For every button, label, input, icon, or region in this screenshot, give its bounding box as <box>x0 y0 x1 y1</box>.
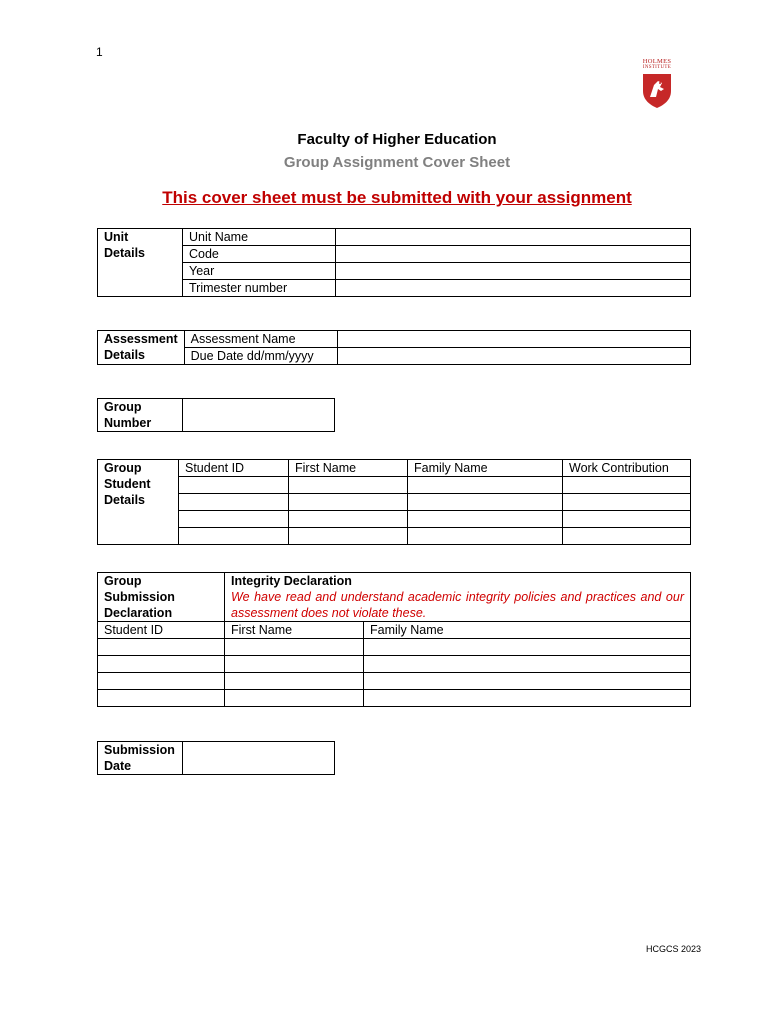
group-number-table <box>97 398 335 432</box>
declaration-row <box>98 656 691 673</box>
student-id-column-header: Student ID <box>179 460 289 477</box>
declaration-label: Group Submission Declaration <box>98 573 225 622</box>
family-name-column-header: Family Name <box>408 460 563 477</box>
decl-student-id-cell[interactable] <box>98 690 225 707</box>
work-contribution-cell[interactable] <box>563 477 691 494</box>
family-name-cell[interactable] <box>408 511 563 528</box>
cover-sheet-subtitle: Group Assignment Cover Sheet <box>283 154 511 171</box>
student-id-cell[interactable] <box>179 477 289 494</box>
logo-text-holmes: HOLMES <box>642 58 672 65</box>
declaration-row <box>98 690 691 707</box>
decl-first-name-header: First Name <box>225 622 364 639</box>
logo-text-institute: INSTITUTE <box>642 65 672 70</box>
decl-first-name-cell[interactable] <box>225 639 364 656</box>
decl-student-id-cell[interactable] <box>98 656 225 673</box>
first-name-column-header: First Name <box>289 460 408 477</box>
decl-family-name-cell[interactable] <box>364 656 691 673</box>
declaration-table <box>97 572 691 707</box>
first-name-cell[interactable] <box>289 511 408 528</box>
assessment-name-label: Assessment Name <box>184 331 337 348</box>
faculty-title: Faculty of Higher Education <box>297 131 497 148</box>
family-name-cell[interactable] <box>408 477 563 494</box>
submission-notice: This cover sheet must be submitted with your assignment <box>162 188 632 207</box>
student-id-cell[interactable] <box>179 511 289 528</box>
year-label: Year <box>183 263 336 280</box>
work-contribution-cell[interactable] <box>563 528 691 545</box>
group-number-label: Group Number <box>98 399 183 432</box>
student-id-cell[interactable] <box>179 528 289 545</box>
decl-family-name-cell[interactable] <box>364 639 691 656</box>
group-student-details-table <box>97 459 691 545</box>
decl-first-name-cell[interactable] <box>225 656 364 673</box>
work-contribution-cell[interactable] <box>563 511 691 528</box>
due-date-field[interactable] <box>337 348 690 365</box>
assessment-details-table <box>97 330 691 365</box>
decl-family-name-header: Family Name <box>364 622 691 639</box>
integrity-declaration-text: We have read and understand academic integrity policies and practices and our assessment does not violate these. <box>231 590 684 620</box>
first-name-cell[interactable] <box>289 528 408 545</box>
declaration-row <box>98 639 691 656</box>
submission-date-field[interactable] <box>183 742 335 775</box>
unit-name-field[interactable] <box>336 229 691 246</box>
student-row <box>98 477 691 494</box>
family-name-cell[interactable] <box>408 528 563 545</box>
trimester-field[interactable] <box>336 280 691 297</box>
work-contribution-column-header: Work Contribution <box>563 460 691 477</box>
decl-student-id-cell[interactable] <box>98 639 225 656</box>
declaration-row <box>98 673 691 690</box>
code-field[interactable] <box>336 246 691 263</box>
page-number: 1 <box>96 45 103 59</box>
decl-family-name-cell[interactable] <box>364 690 691 707</box>
family-name-cell[interactable] <box>408 494 563 511</box>
decl-student-id-cell[interactable] <box>98 673 225 690</box>
crest-icon <box>638 71 676 109</box>
submission-date-label: Submission Date <box>98 742 183 775</box>
due-date-label: Due Date dd/mm/yyyy <box>184 348 337 365</box>
first-name-cell[interactable] <box>289 494 408 511</box>
submission-date-table <box>97 741 335 775</box>
group-student-details-label: Group Student Details <box>98 460 179 545</box>
unit-details-label: Unit Details <box>98 229 183 297</box>
integrity-declaration-title: Integrity Declaration <box>231 574 352 588</box>
year-field[interactable] <box>336 263 691 280</box>
unit-name-label: Unit Name <box>183 229 336 246</box>
first-name-cell[interactable] <box>289 477 408 494</box>
work-contribution-cell[interactable] <box>563 494 691 511</box>
decl-first-name-cell[interactable] <box>225 673 364 690</box>
holmes-logo <box>638 58 676 112</box>
assessment-name-field[interactable] <box>337 331 690 348</box>
decl-first-name-cell[interactable] <box>225 690 364 707</box>
integrity-declaration <box>225 573 691 622</box>
decl-student-id-header: Student ID <box>98 622 225 639</box>
footer-code: HCGCS 2023 <box>646 944 702 954</box>
student-id-cell[interactable] <box>179 494 289 511</box>
group-number-field[interactable] <box>183 399 335 432</box>
trimester-label: Trimester number <box>183 280 336 297</box>
unit-details-table <box>97 228 691 297</box>
decl-family-name-cell[interactable] <box>364 673 691 690</box>
student-row <box>98 494 691 511</box>
code-label: Code <box>183 246 336 263</box>
student-row <box>98 528 691 545</box>
assessment-details-label: Assessment Details <box>98 331 185 365</box>
student-row <box>98 511 691 528</box>
